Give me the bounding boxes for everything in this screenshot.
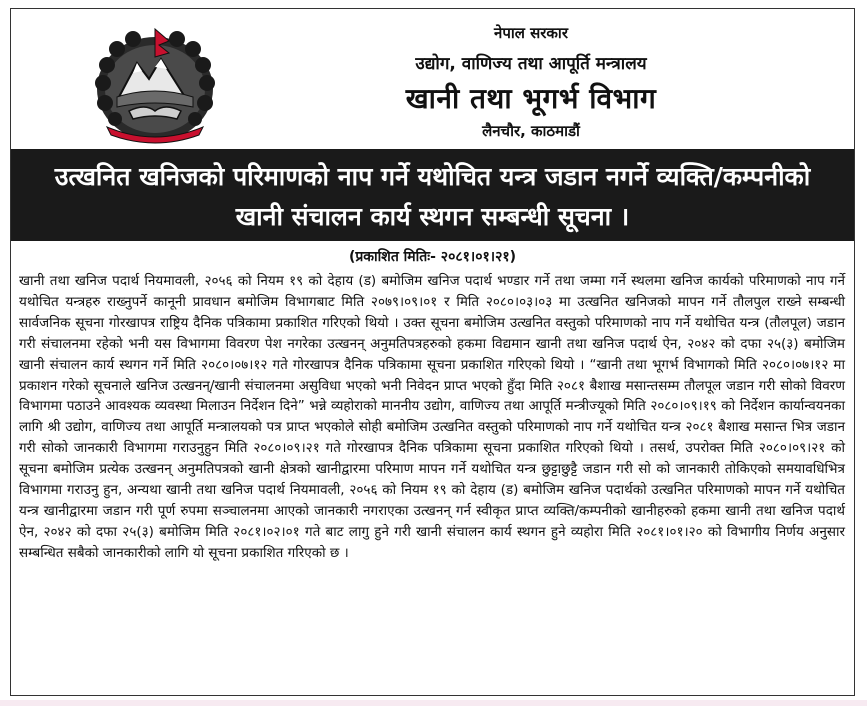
- notice-body-paragraph: खानी तथा खनिज पदार्थ नियमावली, २०५६ को नियम १९ को देहाय (ड) बमोजिम खनिज पदार्थ भण्डार गर्ने तथा जम्मा गर्ने स्थलमा खनिज कार्यको परिमाणको नाप गर्ने यथोचित यन्त्रहरु राख्नुपर्ने कानूनी प्रावधान बमोजिम विभागबाट मिति २०७९।०९।०१ र मिति २०८०।०३।०३ मा उत्खनित खनिजको मापन गर्ने तौलपुल राख्ने सम्बन्धी सार्वजनिक सूचना गोरखापत्र राष्ट्रिय दैनिक पत्रिकामा प्रकाशित गरिएको थियो । उक्त सूचना बमोजिम उत्खनित वस्तुको परिमाणको नाप गर्ने यथोचित यन्त्र (तौलपूल) जडान गरी संचालनमा रहेको भनी यस विभागमा विवरण पेश नगरेका उत्खनन् अनुमतिपत्रहरुको हकमा विद्यमान खानी तथा खनिज पदार्थ ऐन, २०४२ को दफा २५(३) बमोजिम खानी संचालन कार्य स्थगन गर्ने मिति २०८०।०७।१२ गते गोरखापत्र दैनिक पत्रिकामा सूचना प्रकाशित गरिएको थियो । “खानी तथा भूगर्भ विभागको मिति २०८०।०७।१२ मा प्रकाशन गरेको सूचनाले खनिज उत्खनन्/खानी संचालनमा असुविधा भएको भनी निवेदन प्राप्त भएको हुँदा मिति २०८१ बैशाख मसान्तसम्म तौलपूल जडान गरी सोको विवरण विभागमा पठाउने आवश्यक व्यवस्था मिलाउन निर्देशन दिने” भन्ने व्यहोराको माननीय उद्योग, वाणिज्य तथा आपूर्ति मन्त्रीज्यूको मिति २०८०।०९।१९ को निर्देशन कार्यान्वयनका लागि श्री उद्योग, वाणिज्य तथा आपूर्ति मन्त्रालयको पत्र प्राप्त भएकोले सोही बमोजिम उत्खनित वस्तुको परिमाणको नाप गर्ने यथोचित यन्त्र २०८१ बैशाख मसान्त भित्र जडान गरी सोको जानकारी विभागमा गराउनुहुन मिति २०८०।०९।२१ गते गोरखापत्र दैनिक पत्रिकामा सूचना प्रकाशित गरिएको थियो । तसर्थ, उपरोक्त मिति २०८०।०९।२१ को सूचना बमोजिम प्रत्येक उत्खनन् अनुमतिपत्रको खानी क्षेत्रको खानीद्वारमा परिमाण मापन गर्ने यथोचित यन्त्र छुट्टाछुट्टै जडान गरी सो को जानकारी तोकिएको समयावधिभित्र विभागमा गराउनु हुन, अन्यथा खानी तथा खनिज पदार्थ नियमावली, २०५६ को नियम १९ को देहाय (ड) बमोजिम खनिज पदार्थको उत्खनित परिमाणको मापन गर्ने यथोचित यन्त्र खानीद्वारमा जडान गरी पूर्ण रुपमा सञ्चालनमा आएको जानकारी नगराएका उत्खनन् गर्न स्वीकृत प्राप्त व्यक्ति/कम्पनीको खानीहरुको हकमा खानी तथा खनिज पदार्थ ऐन, २०४२ को दफा २५(३) बमोजिम मिति २०८१।०२।०१ गते बाट लागु हुने गरी खानी संचालन कार्य स्थगन हुने व्यहोरा मिति २०८१।०१।२० को विभागीय निर्णय अनुसार सम्बन्धित सबैको जानकारीको लागि यो सूचना प्रकाशित गरिएको छ ।: [19, 273, 845, 561]
- government-name: नेपाल सरकार: [494, 24, 568, 42]
- page-bottom-strip: [0, 700, 867, 706]
- nepal-government-emblem-icon: [89, 23, 221, 147]
- notice-frame: [10, 8, 855, 696]
- office-address: लैनचौर, काठमाडौं: [482, 122, 580, 140]
- published-date: (प्रकाशित मितिः- २०८१।०१।२१): [348, 249, 517, 265]
- notice-title-line-2: खानी संचालन कार्य स्थगन सम्बन्धी सूचना ।: [235, 202, 630, 231]
- ministry-name: उद्योग, वाणिज्य तथा आपूर्ति मन्त्रालय: [415, 54, 647, 74]
- department-name: खानी तथा भूगर्भ विभाग: [405, 82, 657, 115]
- notice-title-banner: [11, 149, 854, 241]
- notice-title-line-1: उत्खनित खनिजको परिमाणको नाप गर्ने यथोचित यन्त्र जडान नगर्ने व्यक्ति/कम्पनीको: [54, 162, 811, 191]
